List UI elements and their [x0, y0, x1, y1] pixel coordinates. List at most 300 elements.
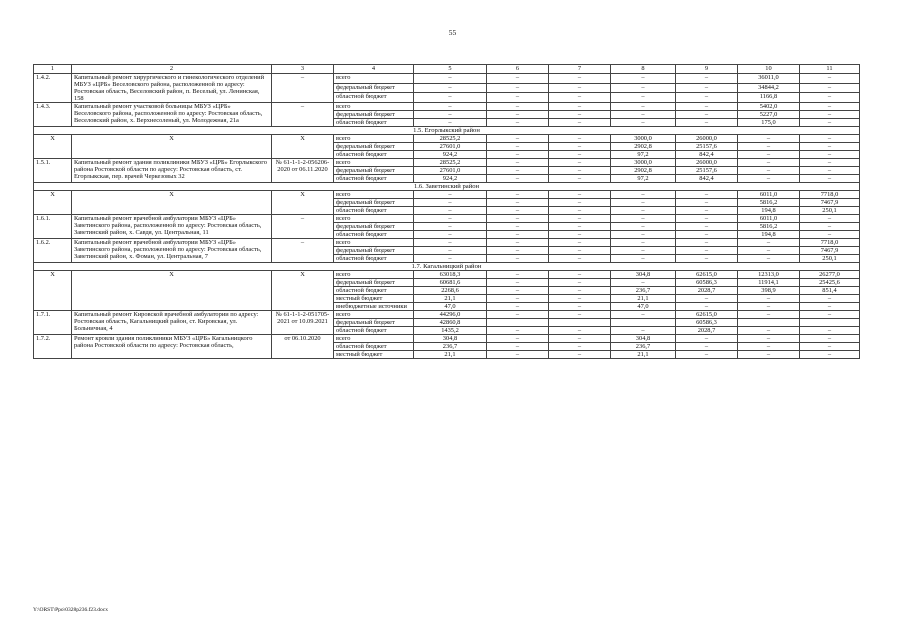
item-permit: Х — [272, 271, 334, 311]
amount-cell: – — [676, 93, 738, 103]
amount-cell: – — [738, 255, 800, 263]
amount-cell: – — [487, 303, 549, 311]
amount-cell: – — [611, 74, 676, 84]
column-number-header: 8 — [611, 65, 676, 74]
amount-cell: 7467,9 — [800, 199, 860, 207]
table-row — [34, 239, 860, 247]
amount-cell: – — [549, 199, 611, 207]
item-permit: – — [272, 239, 334, 263]
budget-table — [33, 64, 860, 359]
funding-source: федеральный бюджет — [334, 167, 414, 175]
amount-cell: – — [549, 93, 611, 103]
amount-cell: 26000,0 — [676, 135, 738, 143]
amount-cell: – — [676, 191, 738, 199]
amount-cell: – — [800, 74, 860, 84]
funding-source: внебюджетные источники — [334, 303, 414, 311]
amount-cell: – — [800, 119, 860, 127]
amount-cell: 25157,6 — [676, 167, 738, 175]
amount-cell: 304,8 — [611, 335, 676, 343]
amount-cell: – — [611, 199, 676, 207]
amount-cell: – — [611, 191, 676, 199]
amount-cell: 1435,2 — [414, 327, 487, 335]
amount-cell: 26000,0 — [676, 159, 738, 167]
table-row — [34, 191, 860, 199]
amount-cell: – — [738, 351, 800, 359]
column-number-header: 2 — [72, 65, 272, 74]
amount-cell: 60681,6 — [414, 279, 487, 287]
funding-source: областной бюджет — [334, 231, 414, 239]
item-permit: от 06.10.2020 — [272, 335, 334, 359]
amount-cell: 21,1 — [414, 351, 487, 359]
amount-cell: – — [414, 83, 487, 93]
amount-cell: – — [487, 103, 549, 111]
amount-cell: 2902,8 — [611, 167, 676, 175]
amount-cell: – — [738, 151, 800, 159]
column-number-header: 11 — [800, 65, 860, 74]
amount-cell: – — [414, 199, 487, 207]
section-row — [34, 263, 860, 271]
amount-cell: – — [800, 223, 860, 231]
amount-cell: – — [676, 119, 738, 127]
table-row — [34, 311, 860, 319]
item-description: Х — [72, 271, 272, 311]
amount-cell: – — [611, 279, 676, 287]
amount-cell: 7718,0 — [800, 191, 860, 199]
amount-cell: – — [676, 207, 738, 215]
amount-cell: – — [800, 215, 860, 223]
amount-cell: – — [549, 351, 611, 359]
amount-cell: – — [611, 93, 676, 103]
amount-cell: – — [676, 83, 738, 93]
amount-cell: – — [611, 215, 676, 223]
amount-cell: 42860,8 — [414, 319, 487, 327]
amount-cell: – — [549, 271, 611, 279]
amount-cell: – — [738, 175, 800, 183]
amount-cell: – — [738, 159, 800, 167]
amount-cell: – — [549, 151, 611, 159]
file-path-footer: Y:\ORST\Ppo\0328p236.f23.docx — [33, 607, 108, 613]
amount-cell: – — [676, 255, 738, 263]
funding-source: местный бюджет — [334, 295, 414, 303]
amount-cell: – — [549, 159, 611, 167]
amount-cell — [611, 319, 676, 327]
amount-cell: – — [549, 74, 611, 84]
amount-cell: – — [676, 351, 738, 359]
amount-cell: 194,8 — [738, 207, 800, 215]
amount-cell: 21,1 — [611, 295, 676, 303]
section-row — [34, 127, 860, 135]
amount-cell: – — [676, 223, 738, 231]
amount-cell: – — [414, 239, 487, 247]
table-row — [34, 215, 860, 223]
amount-cell: – — [549, 135, 611, 143]
item-number: 1.5.1. — [34, 159, 72, 183]
amount-cell: – — [414, 223, 487, 231]
table-row — [34, 103, 860, 111]
amount-cell: – — [414, 93, 487, 103]
amount-cell: – — [800, 351, 860, 359]
funding-source: федеральный бюджет — [334, 111, 414, 119]
amount-cell: 25157,6 — [676, 143, 738, 151]
amount-cell: – — [676, 247, 738, 255]
amount-cell: – — [800, 93, 860, 103]
amount-cell: 21,1 — [414, 295, 487, 303]
amount-cell: – — [611, 239, 676, 247]
amount-cell: – — [611, 247, 676, 255]
amount-cell: – — [487, 247, 549, 255]
amount-cell: – — [414, 103, 487, 111]
item-number: Х — [34, 135, 72, 159]
amount-cell: – — [800, 143, 860, 151]
amount-cell: – — [487, 271, 549, 279]
amount-cell: 2028,7 — [676, 327, 738, 335]
amount-cell: – — [549, 167, 611, 175]
amount-cell: 398,9 — [738, 287, 800, 295]
amount-cell: 5402,0 — [738, 103, 800, 111]
amount-cell: – — [676, 303, 738, 311]
amount-cell: – — [738, 311, 800, 319]
funding-source: областной бюджет — [334, 175, 414, 183]
amount-cell: 250,1 — [800, 255, 860, 263]
table-header-row — [34, 65, 860, 74]
funding-source: федеральный бюджет — [334, 247, 414, 255]
amount-cell: – — [549, 279, 611, 287]
amount-cell: – — [549, 83, 611, 93]
amount-cell: – — [487, 231, 549, 239]
funding-source: федеральный бюджет — [334, 199, 414, 207]
amount-cell: – — [676, 231, 738, 239]
amount-cell: 842,4 — [676, 151, 738, 159]
amount-cell: 1166,8 — [738, 93, 800, 103]
amount-cell: 3000,0 — [611, 135, 676, 143]
amount-cell: – — [676, 199, 738, 207]
item-permit: – — [272, 74, 334, 103]
amount-cell: – — [549, 343, 611, 351]
amount-cell: 7718,0 — [800, 239, 860, 247]
amount-cell: – — [487, 135, 549, 143]
amount-cell: – — [487, 191, 549, 199]
amount-cell: – — [611, 83, 676, 93]
section-row — [34, 183, 860, 191]
amount-cell: – — [414, 74, 487, 84]
funding-source: федеральный бюджет — [334, 143, 414, 151]
amount-cell: 851,4 — [800, 287, 860, 295]
amount-cell: – — [549, 175, 611, 183]
amount-cell: – — [549, 191, 611, 199]
amount-cell: – — [487, 287, 549, 295]
table-row — [34, 135, 860, 143]
amount-cell: – — [487, 83, 549, 93]
funding-source: областной бюджет — [334, 255, 414, 263]
amount-cell: 11914,1 — [738, 279, 800, 287]
amount-cell: 236,7 — [611, 287, 676, 295]
amount-cell: 236,7 — [611, 343, 676, 351]
amount-cell: 7467,9 — [800, 247, 860, 255]
column-number-header: 3 — [272, 65, 334, 74]
amount-cell: – — [800, 135, 860, 143]
amount-cell: 842,4 — [676, 175, 738, 183]
column-number-header: 1 — [34, 65, 72, 74]
item-number: 1.6.1. — [34, 215, 72, 239]
amount-cell: 28525,2 — [414, 135, 487, 143]
item-permit: Х — [272, 135, 334, 159]
amount-cell: 5227,0 — [738, 111, 800, 119]
funding-source: всего — [334, 335, 414, 343]
amount-cell: – — [549, 239, 611, 247]
amount-cell: – — [611, 111, 676, 119]
amount-cell: – — [414, 111, 487, 119]
funding-source: всего — [334, 103, 414, 111]
amount-cell: 2028,7 — [676, 287, 738, 295]
item-number: Х — [34, 191, 72, 215]
amount-cell: – — [414, 247, 487, 255]
amount-cell: – — [800, 83, 860, 93]
amount-cell — [738, 319, 800, 327]
amount-cell: – — [549, 223, 611, 231]
funding-source: всего — [334, 74, 414, 84]
amount-cell: – — [676, 335, 738, 343]
amount-cell: – — [611, 255, 676, 263]
amount-cell: – — [487, 239, 549, 247]
column-number-header: 5 — [414, 65, 487, 74]
amount-cell: 47,0 — [414, 303, 487, 311]
item-number: Х — [34, 271, 72, 311]
amount-cell: – — [549, 335, 611, 343]
item-description: Х — [72, 135, 272, 159]
amount-cell: 3000,0 — [611, 159, 676, 167]
amount-cell: – — [676, 74, 738, 84]
amount-cell: – — [738, 343, 800, 351]
section-title: 1.6. Заветинский район — [34, 183, 860, 191]
amount-cell: 194,8 — [738, 231, 800, 239]
amount-cell: – — [487, 151, 549, 159]
table-row — [34, 271, 860, 279]
amount-cell: 60586,3 — [676, 279, 738, 287]
amount-cell: – — [800, 167, 860, 175]
section-title: 1.5. Егорлыкский район — [34, 127, 860, 135]
amount-cell: – — [800, 327, 860, 335]
item-number: 1.7.2. — [34, 335, 72, 359]
amount-cell: – — [487, 207, 549, 215]
amount-cell: 97,2 — [611, 175, 676, 183]
amount-cell: 26277,0 — [800, 271, 860, 279]
amount-cell: – — [487, 215, 549, 223]
item-number: 1.4.2. — [34, 74, 72, 103]
amount-cell: 28525,2 — [414, 159, 487, 167]
amount-cell: – — [487, 143, 549, 151]
amount-cell: – — [487, 343, 549, 351]
amount-cell — [487, 319, 549, 327]
amount-cell: – — [800, 311, 860, 319]
item-description: Капитальный ремонт хирургического и гинекологического отделений МБУЗ «ЦРБ» Веселовского района, расположенной по адресу: Ростовская область, Веселовский район, п. Веселый, ул. Ленинская, 158 — [72, 74, 272, 103]
item-description: Капитальный ремонт участковой больницы МБУЗ «ЦРБ» Веселовского района, расположенной по адресу: Ростовская область, Веселовский район, х. Верхнесоленый, ул. Молодежная, 21а — [72, 103, 272, 127]
amount-cell: – — [611, 207, 676, 215]
amount-cell: – — [800, 335, 860, 343]
amount-cell: – — [549, 287, 611, 295]
amount-cell: – — [549, 207, 611, 215]
funding-source: всего — [334, 239, 414, 247]
amount-cell: 304,8 — [414, 335, 487, 343]
amount-cell: – — [487, 167, 549, 175]
amount-cell: 27601,0 — [414, 143, 487, 151]
amount-cell: 47,0 — [611, 303, 676, 311]
funding-source: всего — [334, 191, 414, 199]
funding-source: всего — [334, 135, 414, 143]
amount-cell: – — [487, 223, 549, 231]
funding-source: всего — [334, 159, 414, 167]
funding-source: областной бюджет — [334, 343, 414, 351]
amount-cell: – — [487, 335, 549, 343]
amount-cell: 304,8 — [611, 271, 676, 279]
amount-cell: – — [549, 111, 611, 119]
amount-cell: – — [676, 239, 738, 247]
item-description: Ремонт кровли здания поликлиники МБУЗ «ЦРБ» Кагальницкого района Ростовской области по адресу: Ростовская область, — [72, 335, 272, 359]
amount-cell: – — [738, 327, 800, 335]
amount-cell: 2902,8 — [611, 143, 676, 151]
amount-cell: – — [487, 175, 549, 183]
item-permit: № 61-1-1-2-051705-2021 от 10.09.2021 — [272, 311, 334, 335]
funding-source: областной бюджет — [334, 287, 414, 295]
amount-cell: – — [414, 119, 487, 127]
amount-cell: – — [800, 151, 860, 159]
amount-cell: 60586,3 — [676, 319, 738, 327]
amount-cell: – — [611, 103, 676, 111]
amount-cell: – — [800, 303, 860, 311]
amount-cell: 36011,0 — [738, 74, 800, 84]
funding-source: федеральный бюджет — [334, 279, 414, 287]
funding-source: областной бюджет — [334, 119, 414, 127]
amount-cell: – — [414, 191, 487, 199]
item-description: Капитальный ремонт врачебной амбулатории МБУЗ «ЦРБ» Заветинского района, расположенной по адресу: Ростовская область, Заветинский район, х. Фоман, ул. Центральная, 7 — [72, 239, 272, 263]
amount-cell: 27601,0 — [414, 167, 487, 175]
amount-cell: – — [676, 343, 738, 351]
amount-cell: – — [611, 223, 676, 231]
funding-source: областной бюджет — [334, 207, 414, 215]
amount-cell: – — [487, 93, 549, 103]
funding-source: областной бюджет — [334, 327, 414, 335]
amount-cell: 44296,0 — [414, 311, 487, 319]
amount-cell: – — [414, 255, 487, 263]
amount-cell: 236,7 — [414, 343, 487, 351]
amount-cell: 62615,0 — [676, 311, 738, 319]
amount-cell: – — [549, 255, 611, 263]
amount-cell: 924,2 — [414, 151, 487, 159]
funding-source: всего — [334, 271, 414, 279]
amount-cell: – — [487, 199, 549, 207]
item-number: 1.7.1. — [34, 311, 72, 335]
amount-cell — [800, 319, 860, 327]
amount-cell: – — [487, 351, 549, 359]
amount-cell: 63018,3 — [414, 271, 487, 279]
amount-cell: – — [738, 143, 800, 151]
amount-cell: 924,2 — [414, 175, 487, 183]
amount-cell: 2268,6 — [414, 287, 487, 295]
amount-cell: 25425,6 — [800, 279, 860, 287]
item-description: Капитальный ремонт врачебной амбулатории МБУЗ «ЦРБ» Заветинского района, расположенной по адресу: Ростовская область, Заветинский район, х. Савдя, ул. Центральная, 11 — [72, 215, 272, 239]
amount-cell: 250,1 — [800, 207, 860, 215]
amount-cell: – — [800, 295, 860, 303]
amount-cell: – — [738, 239, 800, 247]
amount-cell: – — [549, 295, 611, 303]
amount-cell: 34844,2 — [738, 83, 800, 93]
amount-cell: 12313,0 — [738, 271, 800, 279]
amount-cell — [549, 319, 611, 327]
amount-cell: – — [800, 111, 860, 119]
column-number-header: 7 — [549, 65, 611, 74]
amount-cell: – — [611, 327, 676, 335]
item-permit: Х — [272, 191, 334, 215]
amount-cell: – — [549, 247, 611, 255]
amount-cell: – — [738, 335, 800, 343]
amount-cell: – — [487, 159, 549, 167]
page-number: 55 — [448, 28, 457, 37]
amount-cell: – — [676, 103, 738, 111]
funding-source: федеральный бюджет — [334, 319, 414, 327]
amount-cell: – — [738, 295, 800, 303]
amount-cell: – — [549, 119, 611, 127]
amount-cell: – — [611, 311, 676, 319]
amount-cell: – — [738, 303, 800, 311]
amount-cell: – — [549, 327, 611, 335]
item-description: Капитальный ремонт Кировской врачебной амбулатории по адресу: Ростовская область, Кагальницкий район, ст. Кировская, ул. Больничная, 4 — [72, 311, 272, 335]
amount-cell: – — [487, 111, 549, 119]
amount-cell: – — [800, 103, 860, 111]
amount-cell: 21,1 — [611, 351, 676, 359]
funding-source: федеральный бюджет — [334, 83, 414, 93]
section-title: 1.7. Кагальницкий район — [34, 263, 860, 271]
funding-source: всего — [334, 215, 414, 223]
funding-source: областной бюджет — [334, 151, 414, 159]
funding-source: областной бюджет — [334, 93, 414, 103]
item-description: Капитальный ремонт здания поликлиники МБУЗ «ЦРБ» Егорлыкского района Ростовской области по адресу: Ростовская область, ст. Егорлыкская, пер. врачей Черкезовых 32 — [72, 159, 272, 183]
funding-source: всего — [334, 311, 414, 319]
amount-cell: – — [800, 343, 860, 351]
table-row — [34, 74, 860, 84]
amount-cell: 97,2 — [611, 151, 676, 159]
amount-cell: – — [414, 207, 487, 215]
column-number-header: 4 — [334, 65, 414, 74]
amount-cell: – — [611, 231, 676, 239]
amount-cell: 6011,0 — [738, 191, 800, 199]
table-row — [34, 335, 860, 343]
amount-cell: 6011,0 — [738, 215, 800, 223]
funding-source: местный бюджет — [334, 351, 414, 359]
amount-cell: – — [487, 255, 549, 263]
amount-cell: – — [549, 231, 611, 239]
amount-cell: – — [676, 111, 738, 119]
amount-cell: 62615,0 — [676, 271, 738, 279]
amount-cell: – — [414, 215, 487, 223]
amount-cell: – — [487, 279, 549, 287]
amount-cell: 5816,2 — [738, 199, 800, 207]
amount-cell: – — [676, 215, 738, 223]
column-number-header: 9 — [676, 65, 738, 74]
item-permit: № 61-1-1-2-056206-2020 от 06.11.2020 — [272, 159, 334, 183]
amount-cell: – — [549, 103, 611, 111]
table-row — [34, 159, 860, 167]
column-number-header: 10 — [738, 65, 800, 74]
amount-cell: – — [549, 311, 611, 319]
column-number-header: 6 — [487, 65, 549, 74]
item-permit: – — [272, 103, 334, 127]
item-description: Х — [72, 191, 272, 215]
amount-cell: – — [800, 231, 860, 239]
item-permit: – — [272, 215, 334, 239]
amount-cell: – — [676, 295, 738, 303]
funding-source: федеральный бюджет — [334, 223, 414, 231]
amount-cell: – — [611, 119, 676, 127]
amount-cell: – — [487, 295, 549, 303]
